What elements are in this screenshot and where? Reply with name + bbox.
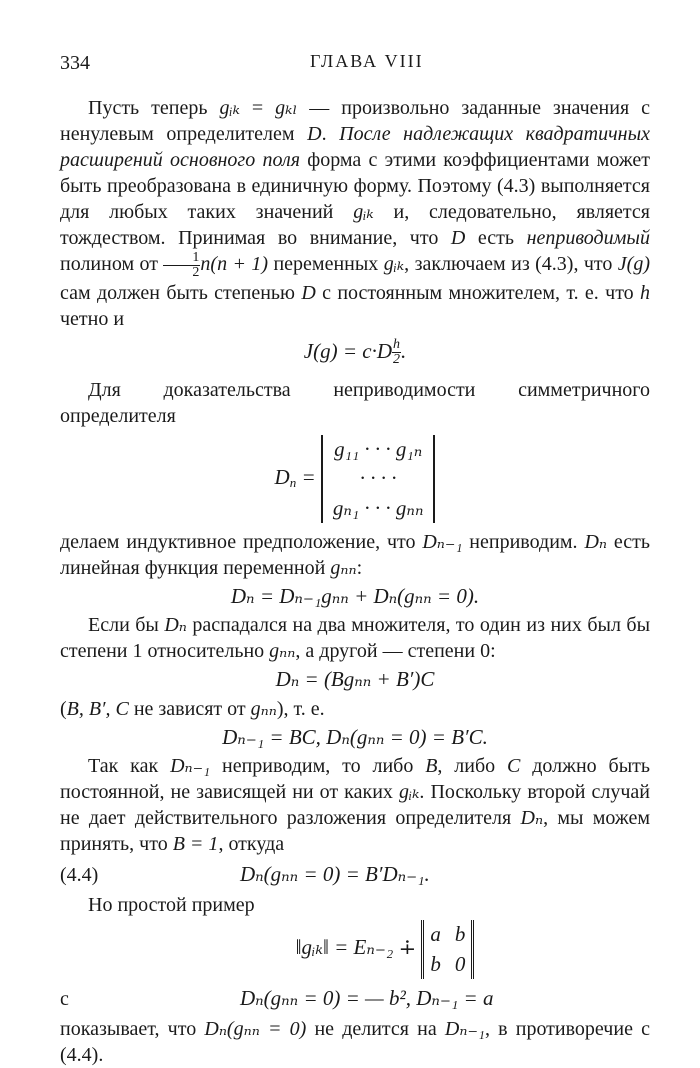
paragraph-7: Но простой пример (88, 894, 255, 917)
equation-4-4: (4.4) Dₙ(gₙₙ = 0) = B′Dₙ₋₁. (60, 862, 430, 887)
equation-factorization: Dₙ = (Bgₙₙ + B′)C (275, 667, 435, 692)
equation-example: ‖gᵢₖ‖ = Eₙ₋₂ ∔ a b b 0 (120, 920, 650, 979)
equation-determinant: $D_n$ = g₁₁ · · · g₁ₙ · · · · gₙ₁ · · · gₙₙ (60, 435, 650, 523)
paragraph-3: делаем индуктивное предположение, что Dₙ₋₁ неприводим. Dₙ есть линейная функция переменной gₙₙ: (60, 531, 650, 580)
example-matrix: a b b 0 (421, 920, 474, 979)
fraction-one-half: $\frac{1}{2}$ (163, 251, 200, 280)
paragraph-6: Так как Dₙ₋₁ неприводим, то либо B, либо C должно быть постоянной, не зависящей ни от каких gᵢₖ. Поскольку второй случай не дает действительного разложения определителя Dₙ, мы можем принять, что B = 1, откуда (60, 755, 651, 856)
paragraph-1: Пусть теперь gᵢₖ = gₖₗ — произвольно заданные значения с ненулевым определителем D. После надлежащих квадратичных расширений основного поля форма с этими коэффициентами может быть преобразована в единичную форму. Поэтому (4.3) выполняется для любых таких значений gᵢₖ и, следовательно, является тождеством. Принимая во внимание, что D есть неприводимый полином от $\frac{1}{2}$ n(n + 1) переменных gᵢₖ, заключаем из (4.3), что J(g) сам должен быть степенью D с постоянным множителем, т. е. что h четно и (60, 97, 651, 330)
equation-linear-expansion: Dₙ = Dₙ₋₁gₙₙ + Dₙ(gₙₙ = 0). (230, 584, 480, 609)
paragraph-2: Для доказательства неприводимости симметричного определителя (60, 379, 650, 427)
determinant-matrix: g₁₁ · · · g₁ₙ · · · · gₙ₁ · · · gₙₙ (321, 435, 436, 523)
page-body (60, 95, 650, 1068)
paragraph-5: (B, B′, C не зависят от gₙₙ), т. е. (60, 697, 325, 720)
paragraph-9: показывает, что Dₙ(gₙₙ = 0) не делится на Dₙ₋₁, в противоречие с (4.4). (60, 1018, 650, 1067)
equation-number: (4.4) (60, 863, 99, 886)
page-header (60, 50, 650, 78)
equation-example-values: с Dₙ(gₙₙ = 0) = — b², Dₙ₋₁ = a (60, 986, 494, 1011)
paragraph-4: Если бы Dₙ распадался на два множителя, то один из них был бы степени 1 относительно gₙₙ, а другой — степени 0: (60, 614, 651, 663)
conjunction-label: с (60, 987, 69, 1010)
page-number: 334 (60, 52, 90, 74)
equation-bc: Dₙ₋₁ = BC, Dₙ(gₙₙ = 0) = B′C. (222, 724, 488, 749)
equation-j-of-g: J(g) = c·D $\frac{h}{2}$ . (303, 337, 407, 367)
running-head: ГЛАВА VIII (310, 51, 424, 71)
